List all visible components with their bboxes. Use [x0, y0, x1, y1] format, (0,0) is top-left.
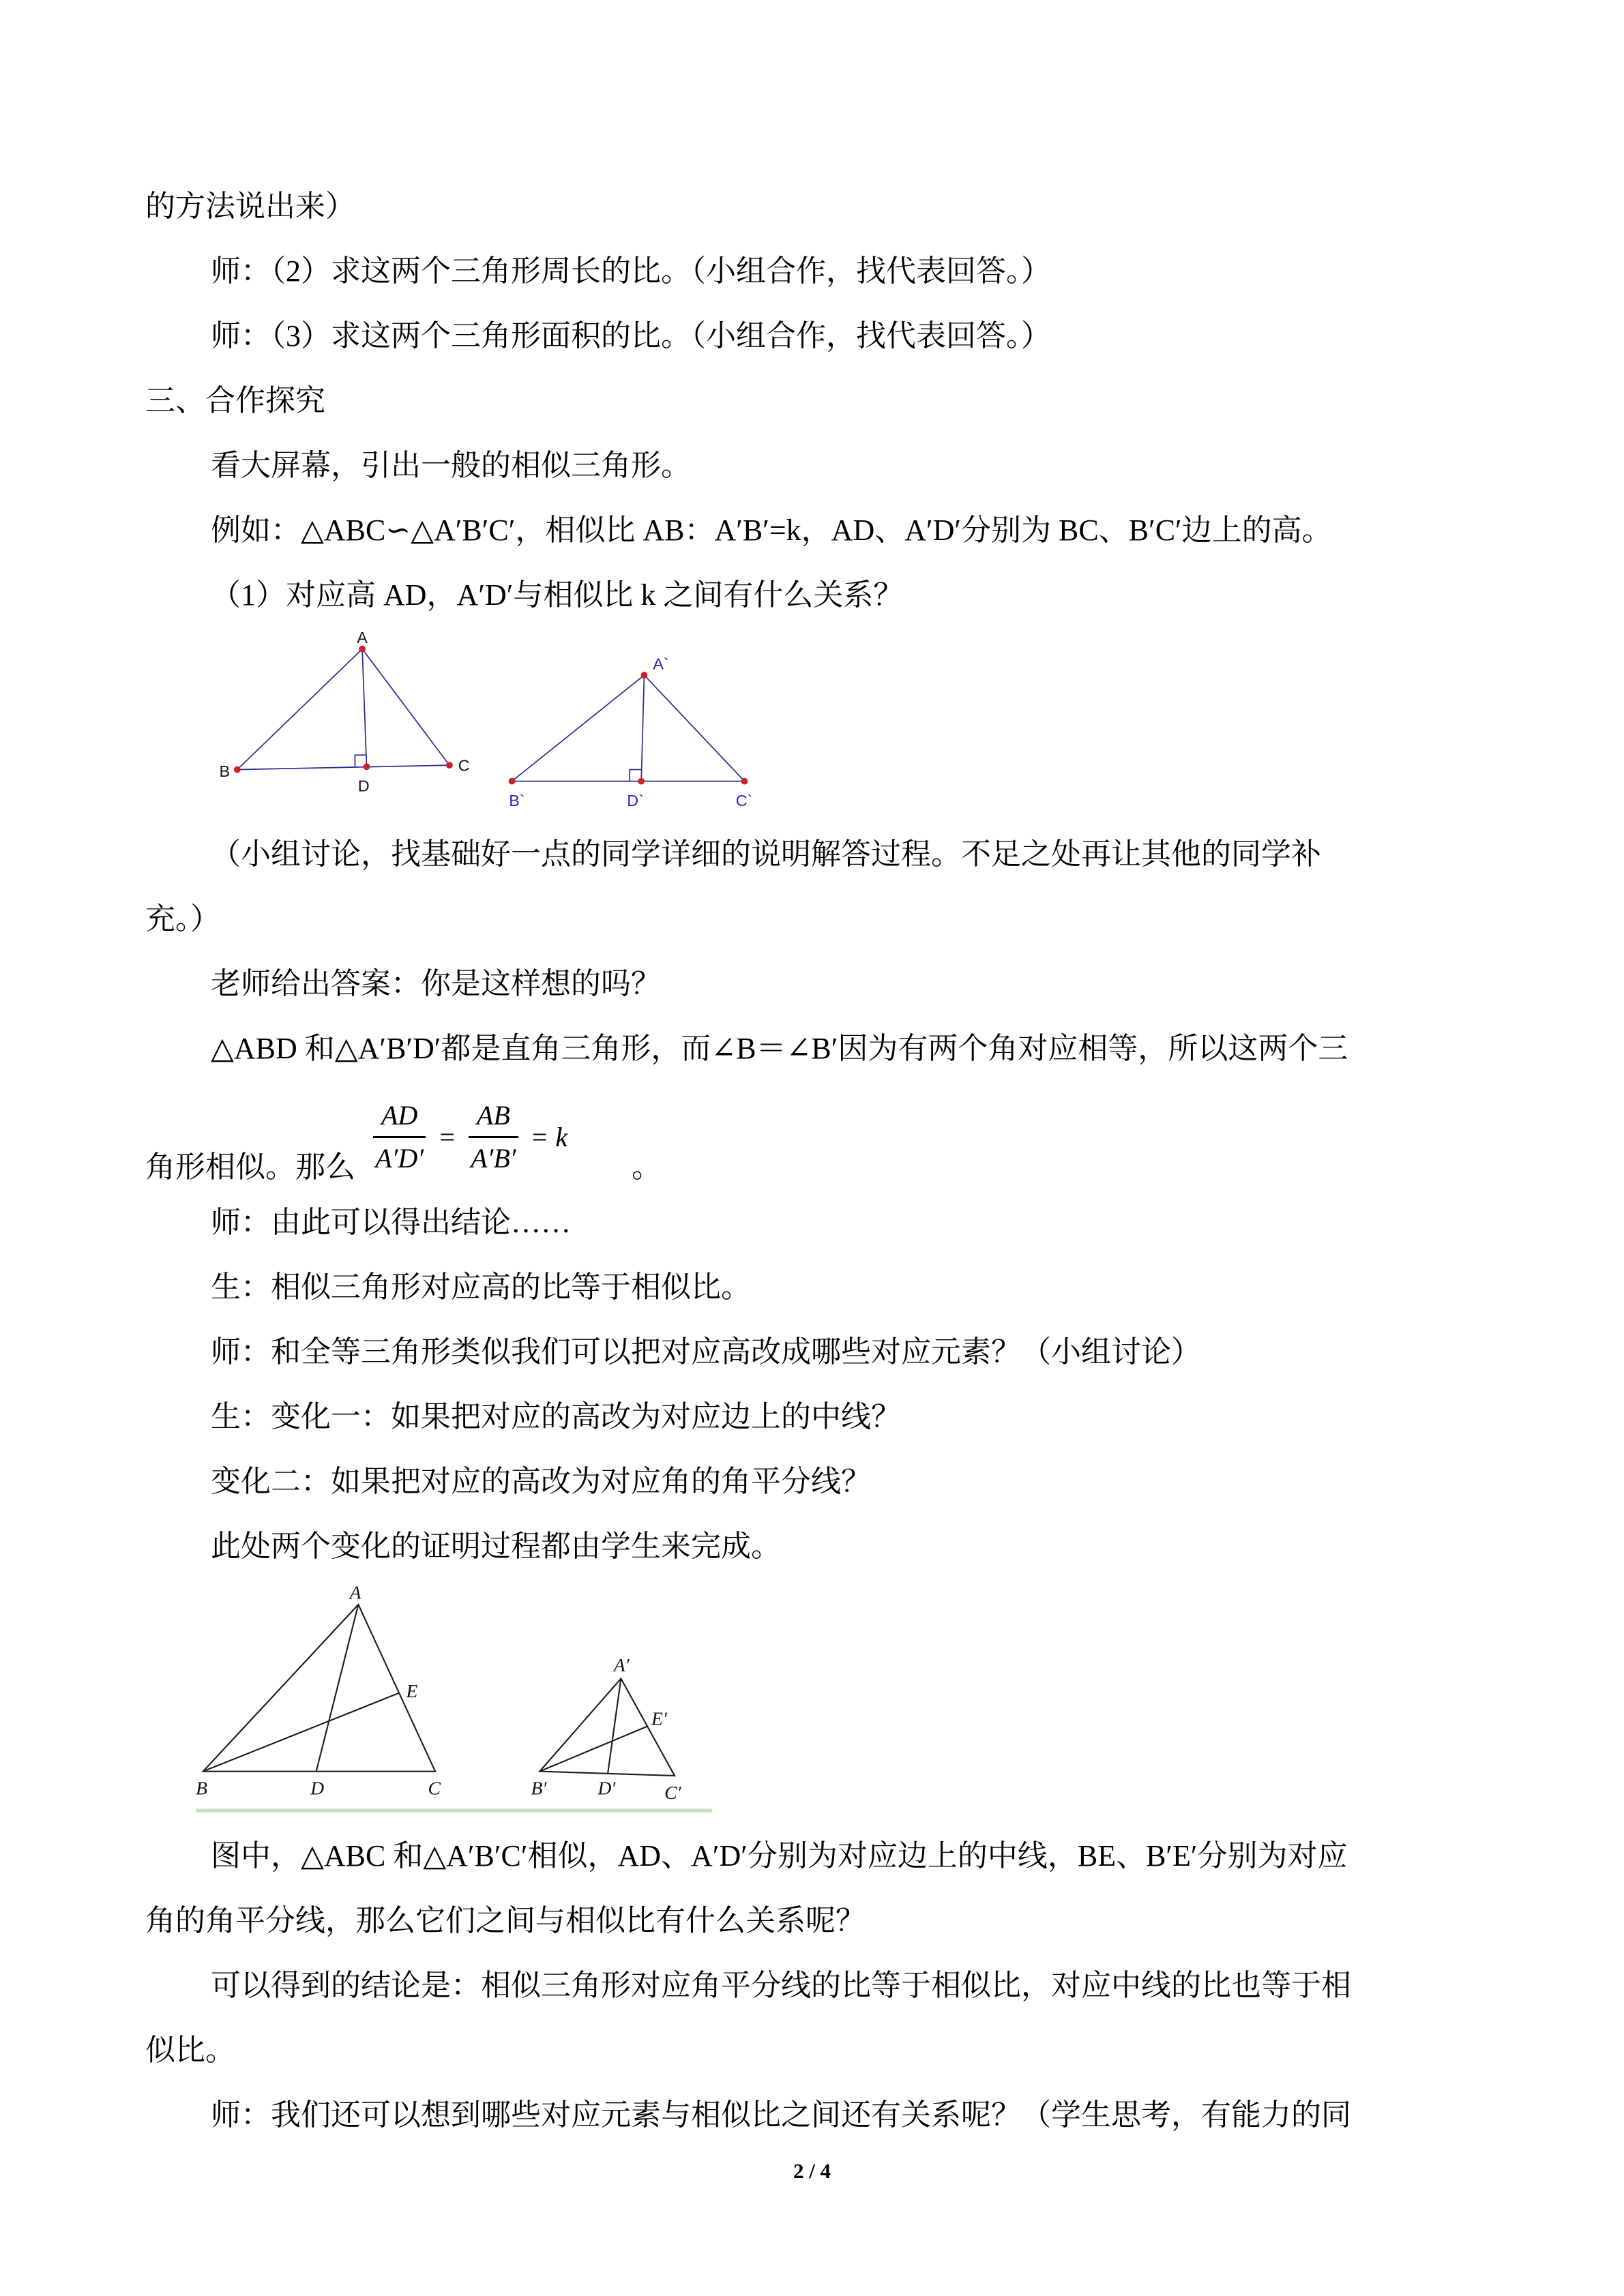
body-text: 此处两个变化的证明过程都由学生来完成。 [211, 1530, 781, 1563]
bisector-be [203, 1693, 399, 1772]
label-e: E [406, 1680, 418, 1702]
formula-trailing-punctuation: 。 [632, 1150, 662, 1184]
label-b-prime: B′ [531, 1777, 547, 1799]
teacher-line: 师：和全等三角形类似我们可以把对应高改成哪些对应元素？（小组讨论） [211, 1335, 1201, 1369]
label-c-prime: C` [735, 791, 753, 809]
label-b: B [196, 1777, 207, 1799]
vertex-dot-a1 [641, 672, 648, 679]
label-a: A [349, 1581, 361, 1603]
label-d-prime: D′ [597, 1777, 616, 1799]
figure-description: 图中，△ABC 和△A′B′C′相似，AD、A′D′分别为对应边上的中线，BE、B′E′分别为对应 [211, 1839, 1348, 1873]
vertex-dot-c [446, 762, 453, 769]
label-d-prime: D` [627, 791, 645, 809]
variation-line: 变化二：如果把对应的高改为对应角的角平分线？ [211, 1465, 871, 1498]
vertex-dot-a [359, 646, 366, 653]
figure-median-bisector-triangles [196, 1579, 1482, 1823]
vertex-dot-b [234, 766, 241, 773]
label-b-prime: B` [509, 791, 525, 809]
note-text-continuation: 充。） [145, 902, 220, 936]
fraction-ab-numerator: AB [469, 1099, 518, 1138]
example-text: 例如：△ABC∽△A′B′C′，相似比 AB：A′B′=k，AD、A′D′分别为 BC、B′C′边上的高。 [211, 513, 1332, 547]
teacher-line: 师：（2）求这两个三角形周长的比。（小组合作，找代表回答。） [211, 254, 1051, 288]
conclusion-continuation: 似比。 [145, 2033, 235, 2067]
formula-line [145, 1081, 1482, 1190]
fraction-ad-denominator: A′D′ [375, 1143, 424, 1174]
body-text: 看大屏幕，引出一般的相似三角形。 [211, 449, 691, 482]
label-d: D [310, 1777, 325, 1799]
fraction-ad [373, 1099, 426, 1175]
similarity-ratio-formula [365, 1099, 567, 1175]
altitude-triangles-drawing [218, 630, 771, 819]
teacher-line: 师：（3）求这两个三角形面积的比。（小组合作，找代表回答。） [211, 319, 1051, 353]
equals-sign: = [439, 1121, 455, 1152]
triangle-abc [203, 1605, 435, 1772]
triangle-abc [237, 649, 449, 770]
body-text-continuation: 的方法说出来） [145, 190, 355, 223]
triangle-a1b1c1 [512, 675, 745, 781]
label-a-prime: A` [653, 655, 669, 673]
vertex-dot-d [364, 763, 370, 770]
median-bisector-drawing [196, 1581, 718, 1821]
fraction-ab [469, 1099, 518, 1175]
fraction-ab-denominator: A′B′ [471, 1143, 516, 1174]
label-b: B [219, 762, 231, 781]
label-a-prime: A′ [613, 1654, 630, 1675]
vertex-dot-c1 [741, 778, 748, 785]
bisector-b1e1 [540, 1727, 647, 1772]
student-line: 生：相似三角形对应高的比等于相似比。 [211, 1270, 751, 1304]
teacher-line: 师：我们还可以想到哪些对应元素与相似比之间还有关系呢？（学生思考，有能力的同 [211, 2098, 1351, 2132]
median-a1d1 [608, 1679, 621, 1773]
student-line: 生：变化一：如果把对应的高改为对应边上的中线？ [211, 1400, 901, 1433]
fraction-ad-numerator: AD [373, 1099, 426, 1138]
teacher-line: 师：由此可以得出结论…… [211, 1206, 571, 1239]
label-e-prime: E′ [651, 1708, 667, 1729]
document-body [145, 174, 1482, 2147]
section-heading: 三、合作探究 [145, 384, 325, 417]
vertex-dot-d1 [638, 778, 645, 785]
conclusion-text: 可以得到的结论是：相似三角形对应角平分线的比等于相似比，对应中线的比也等于相 [211, 1969, 1351, 2002]
ratio-k-variable: k [555, 1121, 568, 1152]
formula-leading-text: 角形相似。那么 [145, 1150, 355, 1184]
figure-description-continuation: 角的角平分线，那么它们之间与相似比有什么关系呢？ [145, 1904, 866, 1937]
label-a: A [357, 630, 368, 647]
figure-altitude-similar-triangles [218, 627, 1482, 822]
proof-text: △ABD 和△A′B′D′都是直角三角形，而∠B＝∠B′因为有两个角对应相等，所以这两个三 [211, 1032, 1348, 1065]
equals-sign: = [531, 1121, 548, 1152]
label-c: C [458, 756, 470, 775]
label-c-prime: C′ [664, 1782, 681, 1804]
note-text: （小组讨论，找基础好一点的同学详细的说明解答过程。不足之处再让其他的同学补 [211, 837, 1321, 871]
question-text: （1）对应高 AD，A′D′与相似比 k 之间有什么关系？ [211, 578, 904, 612]
label-c: C [428, 1777, 441, 1799]
label-d: D [357, 777, 370, 795]
vertex-dot-b1 [509, 778, 516, 785]
median-ad [316, 1605, 359, 1772]
body-text: 老师给出答案：你是这样想的吗？ [211, 967, 661, 1000]
page-number: 2 / 4 [793, 2159, 831, 2183]
altitude-a1d1 [641, 675, 644, 781]
altitude-ad [362, 649, 366, 767]
